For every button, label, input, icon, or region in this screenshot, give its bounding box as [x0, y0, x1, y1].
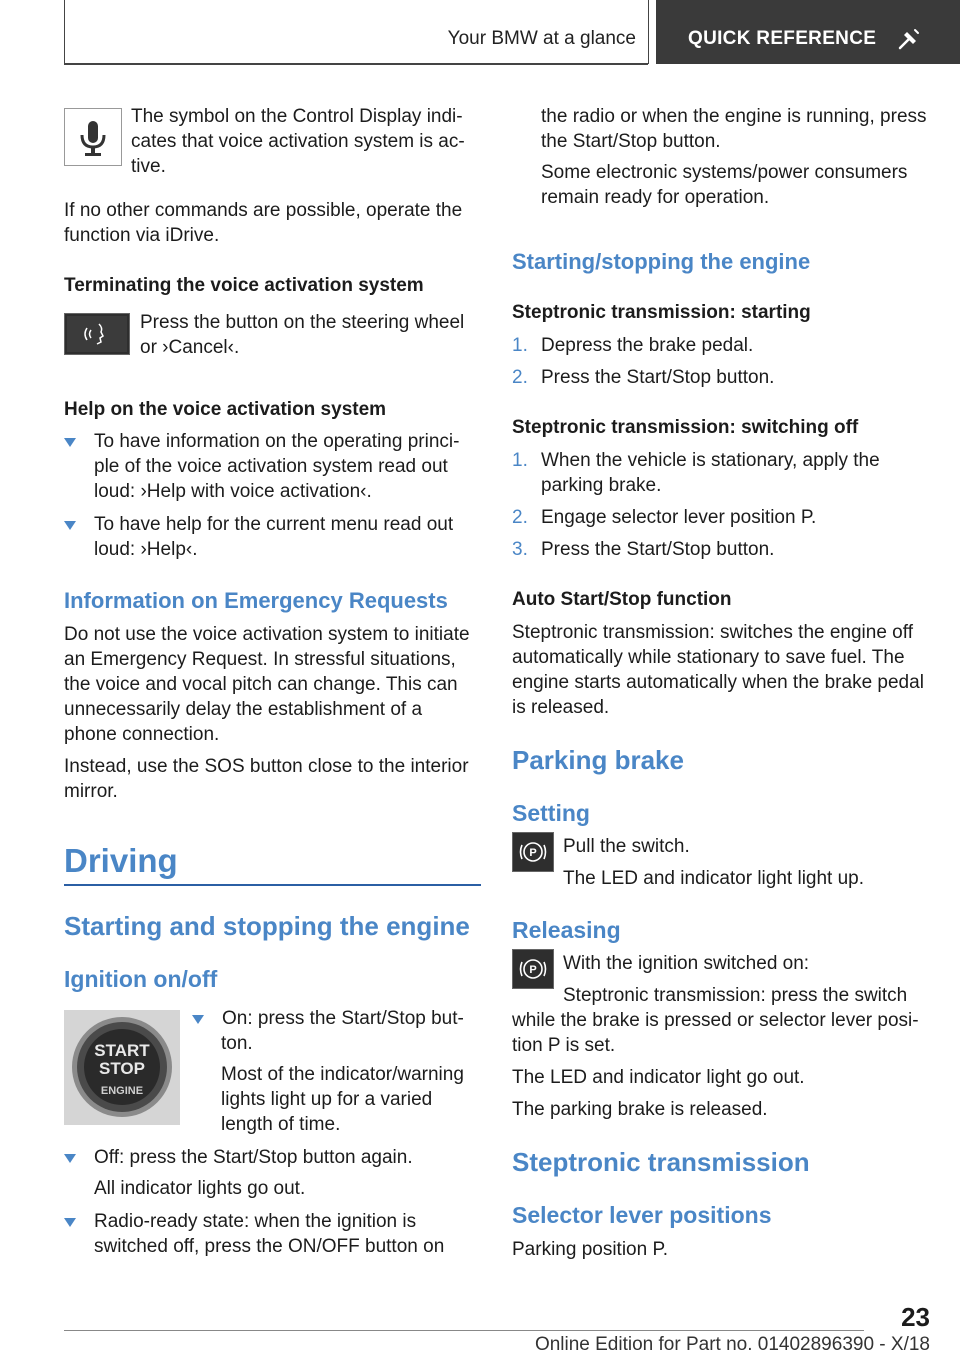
page-number: 23 [901, 1302, 930, 1332]
off-step-1-line-1: 1. When the vehicle is stationary, apply the [512, 450, 880, 471]
help-bullet-2-line-1: To have help for the current menu read out [64, 512, 481, 537]
header-bottom-border [64, 63, 648, 65]
help-bullet-1-line-1: To have information on the operating princi- [64, 429, 481, 454]
ign-bullet-3-line-2: switched off, press the ON/OFF button on [94, 1236, 445, 1257]
voice-button-icon [64, 313, 130, 355]
terminating-text-2: or ›Cancel‹. [140, 337, 240, 358]
ign-bullet-2-line-2: All indicator lights go out. [94, 1178, 306, 1199]
driving-heading: Driving [64, 842, 178, 879]
parking-brake-switch-icon [512, 949, 554, 989]
ign-bullet-2-line-1: Off: press the Start/Stop button again. [64, 1145, 484, 1170]
releasing-text-6: The parking brake is released. [512, 1099, 768, 1120]
ign-bullet-1-line-3: Most of the indicator/warning [221, 1064, 464, 1085]
selector-lever-heading: Selector lever positions [512, 1202, 772, 1228]
no-other-text-1: If no other commands are possible, operate the [64, 200, 463, 221]
help-bullet-1-line-3: loud: ›Help with voice activation‹. [94, 481, 372, 502]
step-off-heading: Steptronic transmission: switching off [512, 417, 859, 438]
emergency-p1-line-1: Do not use the voice activation system to initiate [64, 624, 470, 645]
bullet-triangle-icon [192, 1015, 204, 1024]
voice-symbol-text-1: The symbol on the Control Display indi- [131, 106, 463, 127]
parking-brake-switch-icon [512, 832, 554, 872]
header-separator [648, 0, 649, 64]
releasing-text-1: With the ignition switched on: [563, 953, 810, 974]
ign-bullet-1-line-4: lights light up for a varied [221, 1089, 433, 1110]
stop-label: STOP [99, 1059, 145, 1078]
auto-text-4: is released. [512, 697, 610, 718]
ign-bullet-1-line-1: On: press the Start/Stop but- [192, 1006, 482, 1031]
footer-rule [64, 1330, 864, 1331]
releasing-text-3: while the brake is pressed or selector lever posi- [512, 1010, 919, 1031]
off-step-1-line-2: parking brake. [541, 475, 662, 496]
help-bullet-1-line-2: ple of the voice activation system read out [94, 456, 448, 477]
auto-text-2: automatically while stationary to save fuel. The [512, 647, 905, 668]
help-bullet-2-line-2: loud: ›Help‹. [94, 539, 198, 560]
setting-text-2: The LED and indicator light light up. [563, 868, 865, 889]
quick-reference-icon [896, 26, 922, 52]
releasing-text-2: Steptronic transmission: press the switch [563, 985, 908, 1006]
step-start-heading: Steptronic transmission: starting [512, 302, 811, 323]
emergency-p1-line-3: the voice and vocal pitch can change. This can [64, 674, 458, 695]
some-systems-line-1: Some electronic systems/power consumers [541, 162, 908, 183]
auto-text-1: Steptronic transmission: switches the engine off [512, 622, 913, 643]
terminating-heading: Terminating the voice activation system [64, 275, 424, 296]
emergency-p1-line-4: unnecessarily delay the establishment of a [64, 699, 423, 720]
releasing-text-4: tion P is set. [512, 1035, 616, 1056]
parking-position-text: Parking position P. [512, 1239, 668, 1260]
terminating-text-1: Press the button on the steering wheel [140, 312, 465, 333]
ign-bullet-1-line-2: ton. [221, 1033, 253, 1054]
ign-bullet-1-line-5: length of time. [221, 1114, 341, 1135]
help-heading: Help on the voice activation system [64, 399, 387, 420]
start-label: START [94, 1041, 150, 1060]
svg-text:P: P [529, 964, 537, 976]
bullet-triangle-icon [64, 1154, 76, 1163]
parking-brake-heading: Parking brake [512, 745, 684, 775]
start-step-1: 1. Depress the brake pedal. [512, 335, 754, 356]
releasing-text-5: The LED and indicator light go out. [512, 1067, 805, 1088]
voice-activation-symbol-icon [64, 108, 122, 166]
driving-rule [64, 884, 481, 886]
setting-text-1: Pull the switch. [563, 836, 690, 857]
no-other-text-2: function via iDrive. [64, 225, 220, 246]
starting-stopping-heading: Starting and stopping the engine [64, 911, 470, 941]
emergency-p2-line-2: mirror. [64, 781, 118, 802]
emergency-p1-line-2: an Emergency Request. In stressful situations, [64, 649, 456, 670]
voice-symbol-text-3: tive. [131, 156, 166, 177]
edition-text: Online Edition for Part no. 01402896390 - X/18 [534, 1334, 930, 1355]
auto-start-stop-heading: Auto Start/Stop function [512, 589, 732, 610]
ignition-heading: Ignition on/off [64, 966, 218, 992]
radio-cont-line-1: the radio or when the engine is running, press [541, 106, 927, 127]
section-title[interactable]: Your BMW at a glance [447, 28, 636, 49]
bullet-triangle-icon [64, 1218, 76, 1227]
engine-label: ENGINE [100, 1085, 144, 1097]
setting-heading: Setting [512, 800, 590, 826]
ign-bullet-3-line-1: Radio-ready state: when the ignition is [64, 1209, 484, 1234]
emergency-p1-line-5: phone connection. [64, 724, 220, 745]
some-systems-line-2: remain ready for operation. [541, 187, 770, 208]
off-step-2: 2. Engage selector lever position P. [512, 507, 817, 528]
start-stop-button-image [64, 1010, 180, 1125]
svg-text:P: P [529, 847, 537, 859]
releasing-heading: Releasing [512, 917, 621, 943]
quick-reference-label: QUICK REFERENCE [688, 28, 877, 49]
header-left-border [64, 0, 65, 64]
bullet-triangle-icon [64, 438, 76, 447]
auto-text-3: engine starts automatically when the brake pedal [512, 672, 924, 693]
off-step-3: 3. Press the Start/Stop button. [512, 539, 775, 560]
voice-symbol-text-2: cates that voice activation system is ac- [131, 131, 465, 152]
bullet-triangle-icon [64, 521, 76, 530]
ss-engine-heading: Starting/stopping the engine [512, 249, 811, 274]
emergency-p2-line-1: Instead, use the SOS button close to the interior [64, 756, 469, 777]
steptronic-heading: Steptronic transmission [512, 1147, 810, 1177]
start-step-2: 2. Press the Start/Stop button. [512, 367, 775, 388]
radio-cont-line-2: the Start/Stop button. [541, 131, 721, 152]
emergency-heading: Information on Emergency Requests [64, 588, 448, 613]
